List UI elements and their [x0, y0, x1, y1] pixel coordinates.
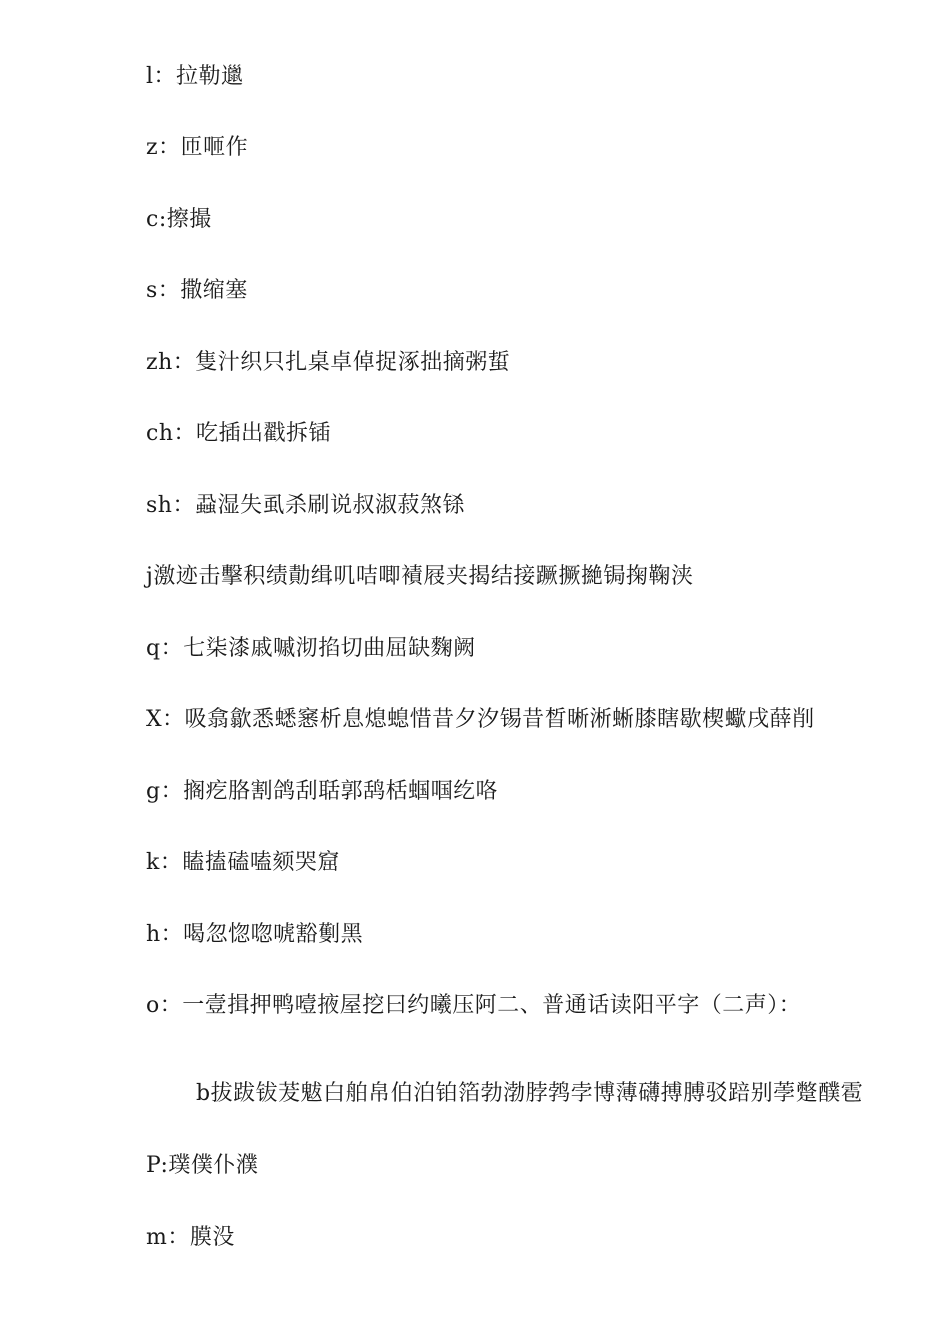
text-line-zh: zh：隻汁织只扎桌卓倬捉涿拙摘粥蜇 — [146, 350, 511, 375]
text-line-ch: ch：吃插出戳拆锸 — [146, 421, 331, 446]
text-line-h: h：喝忽惚唿唬豁劐黑 — [146, 922, 364, 947]
text-line-b: b拔跋钹茇魃白舶帛伯泊铂箔勃渤脖鹁孛博薄礴搏膊驳踣别荸蹩醭雹 — [196, 1081, 864, 1106]
text-line-l: l：拉勒邋 — [146, 64, 244, 89]
text-line-q: q：七柒漆戚嘁沏掐切曲屈缺麴阙 — [146, 636, 476, 661]
text-line-s: s：撒缩塞 — [146, 278, 248, 303]
text-line-p: P:璞僕仆濮 — [146, 1153, 259, 1178]
text-line-g: g：搁疙胳割鸽刮聒郭鸹栝蝈啯纥咯 — [146, 779, 499, 804]
text-line-k: k：瞌搕磕嗑颏哭窟 — [146, 850, 340, 875]
text-line-x: X：吸翕歙悉蟋窸析息熄螅惜昔夕汐锡昔晳晰淅蜥膝瞎歇楔蠍戌薛削 — [146, 707, 815, 732]
text-line-sh: sh：蝨湿失虱杀刷说叔淑菽煞铩 — [146, 493, 465, 518]
text-line-j: j激迹击擊积绩勣缉叽咭唧襀屐夹揭结接蹶撅撧锔掬鞠浃 — [146, 564, 694, 589]
text-line-c: c:擦撮 — [146, 207, 212, 232]
text-line-m: m：膜没 — [146, 1225, 235, 1250]
text-line-z: z：匝咂作 — [146, 135, 249, 160]
text-line-o: o：一壹揖押鸭噎掖屋挖曰约曦压阿二、普通话读阳平字（二声）： — [146, 993, 802, 1018]
